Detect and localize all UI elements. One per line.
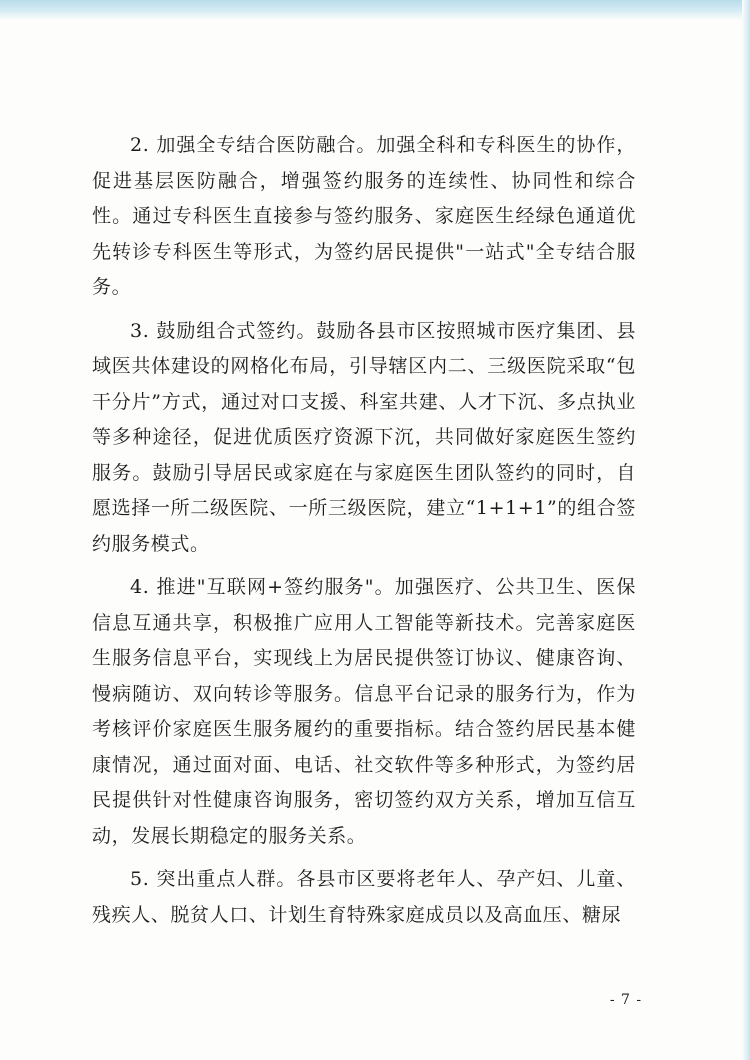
scan-edge-top: [0, 0, 750, 20]
paragraph-3-combined-signing: 3. 鼓励组合式签约。鼓励各县市区按照城市医疗集团、县域医共体建设的网格化布局，引导辖区内二、三级医院采取“包干分片”方式，通过对口支援、科室共建、人才下沉、多点执业等多种途径，促进优质医疗资源下沉，共同做好家庭医生签约服务。鼓励引导居民或家庭在与家庭医生团队签约的同时，自愿选择一所二级医院、一所三级医院，建立“1+1+1”的组合签约服务模式。: [92, 319, 636, 555]
paragraph-2-integration: 2. 加强全专结合医防融合。加强全科和专科医生的协作，促进基层医防融合，增强签约服务的连续性、协同性和综合性。通过专科医生直接参与签约服务、家庭医生经绿色通道优先转诊专科医生等形式，为签约居民提供"一站式"全专结合服务。: [92, 134, 636, 298]
paragraph-5-key-groups: 5. 突出重点人群。各县市区要将老年人、孕产妇、儿童、残疾人、脱贫人口、计划生育特殊家庭成员以及高血压、糖尿: [92, 868, 636, 926]
document-body: [92, 128, 636, 941]
paragraph-4-internet-signing: 4. 推进"互联网+签约服务"。加强医疗、公共卫生、医保信息互通共享，积极推广应用人工智能等新技术。完善家庭医生服务信息平台，实现线上为居民提供签订协议、健康咨询、慢病随访、双向转诊等服务。信息平台记录的服务行为，作为考核评价家庭医生服务履约的重要指标。结合签约居民基本健康情况，通过面对面、电话、社交软件等多种形式，为签约居民提供针对性健康咨询服务，密切签约双方关系，增加互信互动，发展长期稳定的服务关系。: [92, 576, 636, 847]
page-number: - 7 -: [609, 992, 643, 1008]
scan-edge-right: [742, 0, 750, 1060]
